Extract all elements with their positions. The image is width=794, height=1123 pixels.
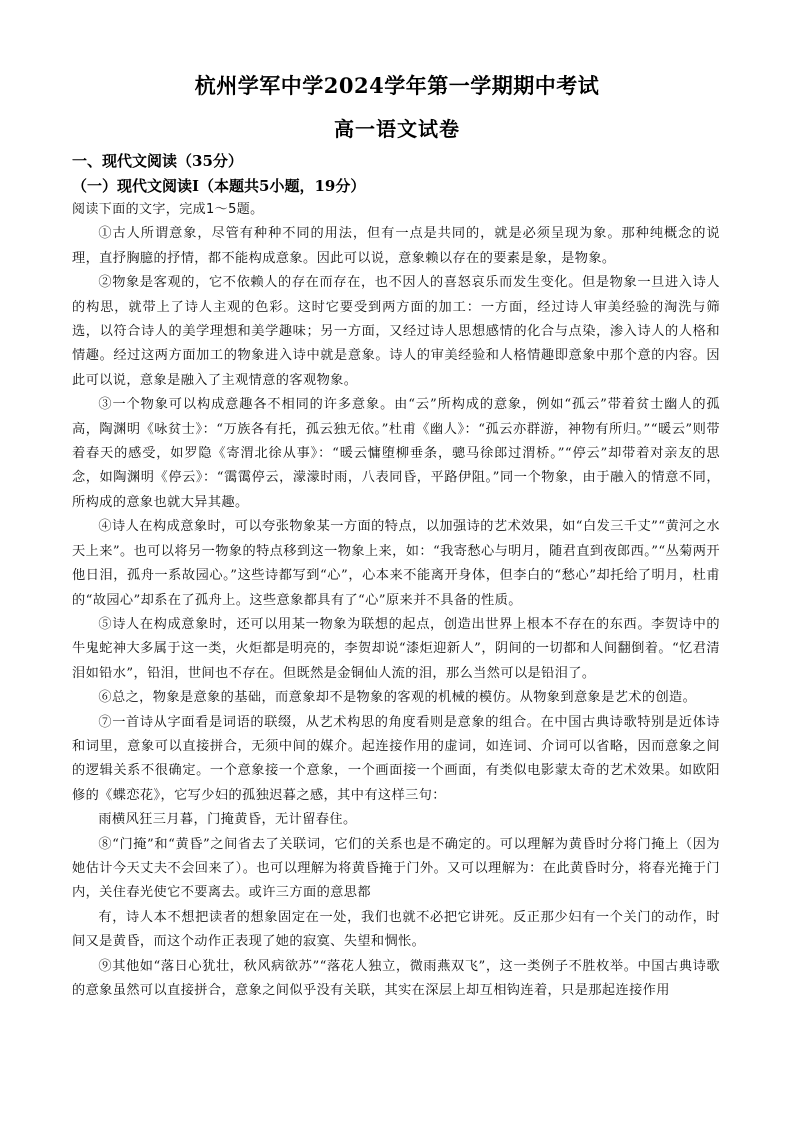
exam-subtitle: 高一语文试卷 [334, 117, 460, 141]
reading-passage [72, 198, 720, 1003]
paragraph-2: ②物象是客观的，它不依赖人的存在而存在，也不因人的喜怒哀乐而发生变化。但是物象一旦进入诗人的构思，就带上了诗人主观的色彩。这时它要受到两方面的加工：一方面，经过诗人审美经验的淘洗与筛选，以符合诗人的美学理想和美学趣味；另一方面，又经过诗人思想感情的化合与点染，渗入诗人的人格和情趣。经过这两方面加工的物象进入诗中就是意象。诗人的审美经验和人格情趣即意象中那个意的内容。因此可以说，意象是融入了主观情意的客观物象。 [72, 275, 720, 388]
paragraph-8-continued: 有，诗人本不想把读者的想象固定在一处，我们也就不必把它讲死。反正那少妇有一个关门的动作，时间又是黄昏，而这个动作正表现了她的寂寞、失望和惆怅。 [72, 909, 720, 950]
paragraph-8: ⑧“门掩”和“黄昏”之间省去了关联词，它们的关系也是不确定的。可以理解为黄昏时分将门掩上（因为她估计今天丈夫不会回来了）。也可以理解为将黄昏掩于门外。又可以理解为：在此黄昏时分，将春光掩于门内，关住春光使它不要离去。或许三方面的意思都 [72, 836, 720, 901]
instruction-text: 阅读下面的文字，完成1～5题。 [72, 202, 264, 217]
paragraph-9: ⑨其他如“落日心犹壮，秋风病欲苏”“落花人独立，微雨燕双飞”，这一类例子不胜枚举。中国古典诗歌的意象虽然可以直接拼合，意象之间似乎没有关联，其实在深层上却互相钩连着，只是那起连接作用 [72, 958, 720, 998]
section-heading: 一、现代文阅读（35分） [72, 152, 243, 170]
paragraph-1: ①古人所谓意象，尽管有种种不同的用法，但有一点是共同的，就是必须呈现为象。那种纯概念的说理，直抒胸臆的抒情，都不能构成意象。因此可以说，意象赖以存在的要素是象，是物象。 [72, 226, 720, 266]
poem-quote: 雨横风狂三月暮，门掩黄昏，无计留春住。 [98, 812, 357, 828]
exam-title: 杭州学军中学2024学年第一学期期中考试 [194, 73, 600, 98]
paragraph-7: ⑦一首诗从字面看是词语的联缀，从艺术构思的角度看则是意象的组合。在中国古典诗歌特别是近体诗和词里，意象可以直接拼合，无须中间的媒介。起连接作用的虚词，如连词、介词可以省略，因而意象之间的逻辑关系不很确定。一个意象接一个意象，一个画面接一个画面，有类似电影蒙太奇的艺术效果。如欧阳修的《蝶恋花》，它写少妇的孤独迟暮之感，其中有这样三句： [72, 714, 720, 803]
paragraph-4: ④诗人在构成意象时，可以夸张物象某一方面的特点，以加强诗的艺术效果，如“白发三千丈”“黄河之水天上来”。也可以将另一物象的特点移到这一物象上来，如：“我寄愁心与明月，随君直到夜郎西。”“丛菊两开他日泪，孤舟一系故园心。”这些诗都写到“心”，心本来不能离开身体，但李白的“愁心”却托给了明月，杜甫的“故园心”却系在了孤舟上。这些意象都具有了“心”原来并不具备的性质。 [72, 519, 720, 608]
subsection-heading: （一）现代文阅读Ⅰ（本题共5小题，19分） [72, 177, 366, 195]
paragraph-5: ⑤诗人在构成意象时，还可以用某一物象为联想的起点，创造出世界上根本不存在的东西。李贺诗中的牛鬼蛇神大多属于这一类，火炬都是明亮的，李贺却说“漆炬迎新人”，阴间的一切都和人间翻倒着。“忆君清泪如铅水”，铅泪，世间也不存在。但既然是金铜仙人流的泪，那么当然可以是铅泪了。 [72, 616, 720, 681]
paragraph-6: ⑥总之，物象是意象的基础，而意象却不是物象的客观的机械的模仿。从物象到意象是艺术的创造。 [98, 690, 697, 706]
paragraph-3: ③一个物象可以构成意趣各不相同的许多意象。由“云”所构成的意象，例如“孤云”带着贫士幽人的孤高，陶渊明《咏贫士》：“万族各有托，孤云独无依。”杜甫《幽人》：“孤云亦群游，神物有所归。”“暖云”则带着春天的感受，如罗隐《寄渭北徐从事》：“暖云慵堕柳垂条，骢马徐郎过渭桥。”“停云”却带着对亲友的思念，如陶渊明《停云》：“霭霭停云，濛濛时雨，八表同昏，平路伊阻。”同一个物象，由于融入的情意不同，所构成的意象也就大异其趣。 [72, 397, 720, 510]
